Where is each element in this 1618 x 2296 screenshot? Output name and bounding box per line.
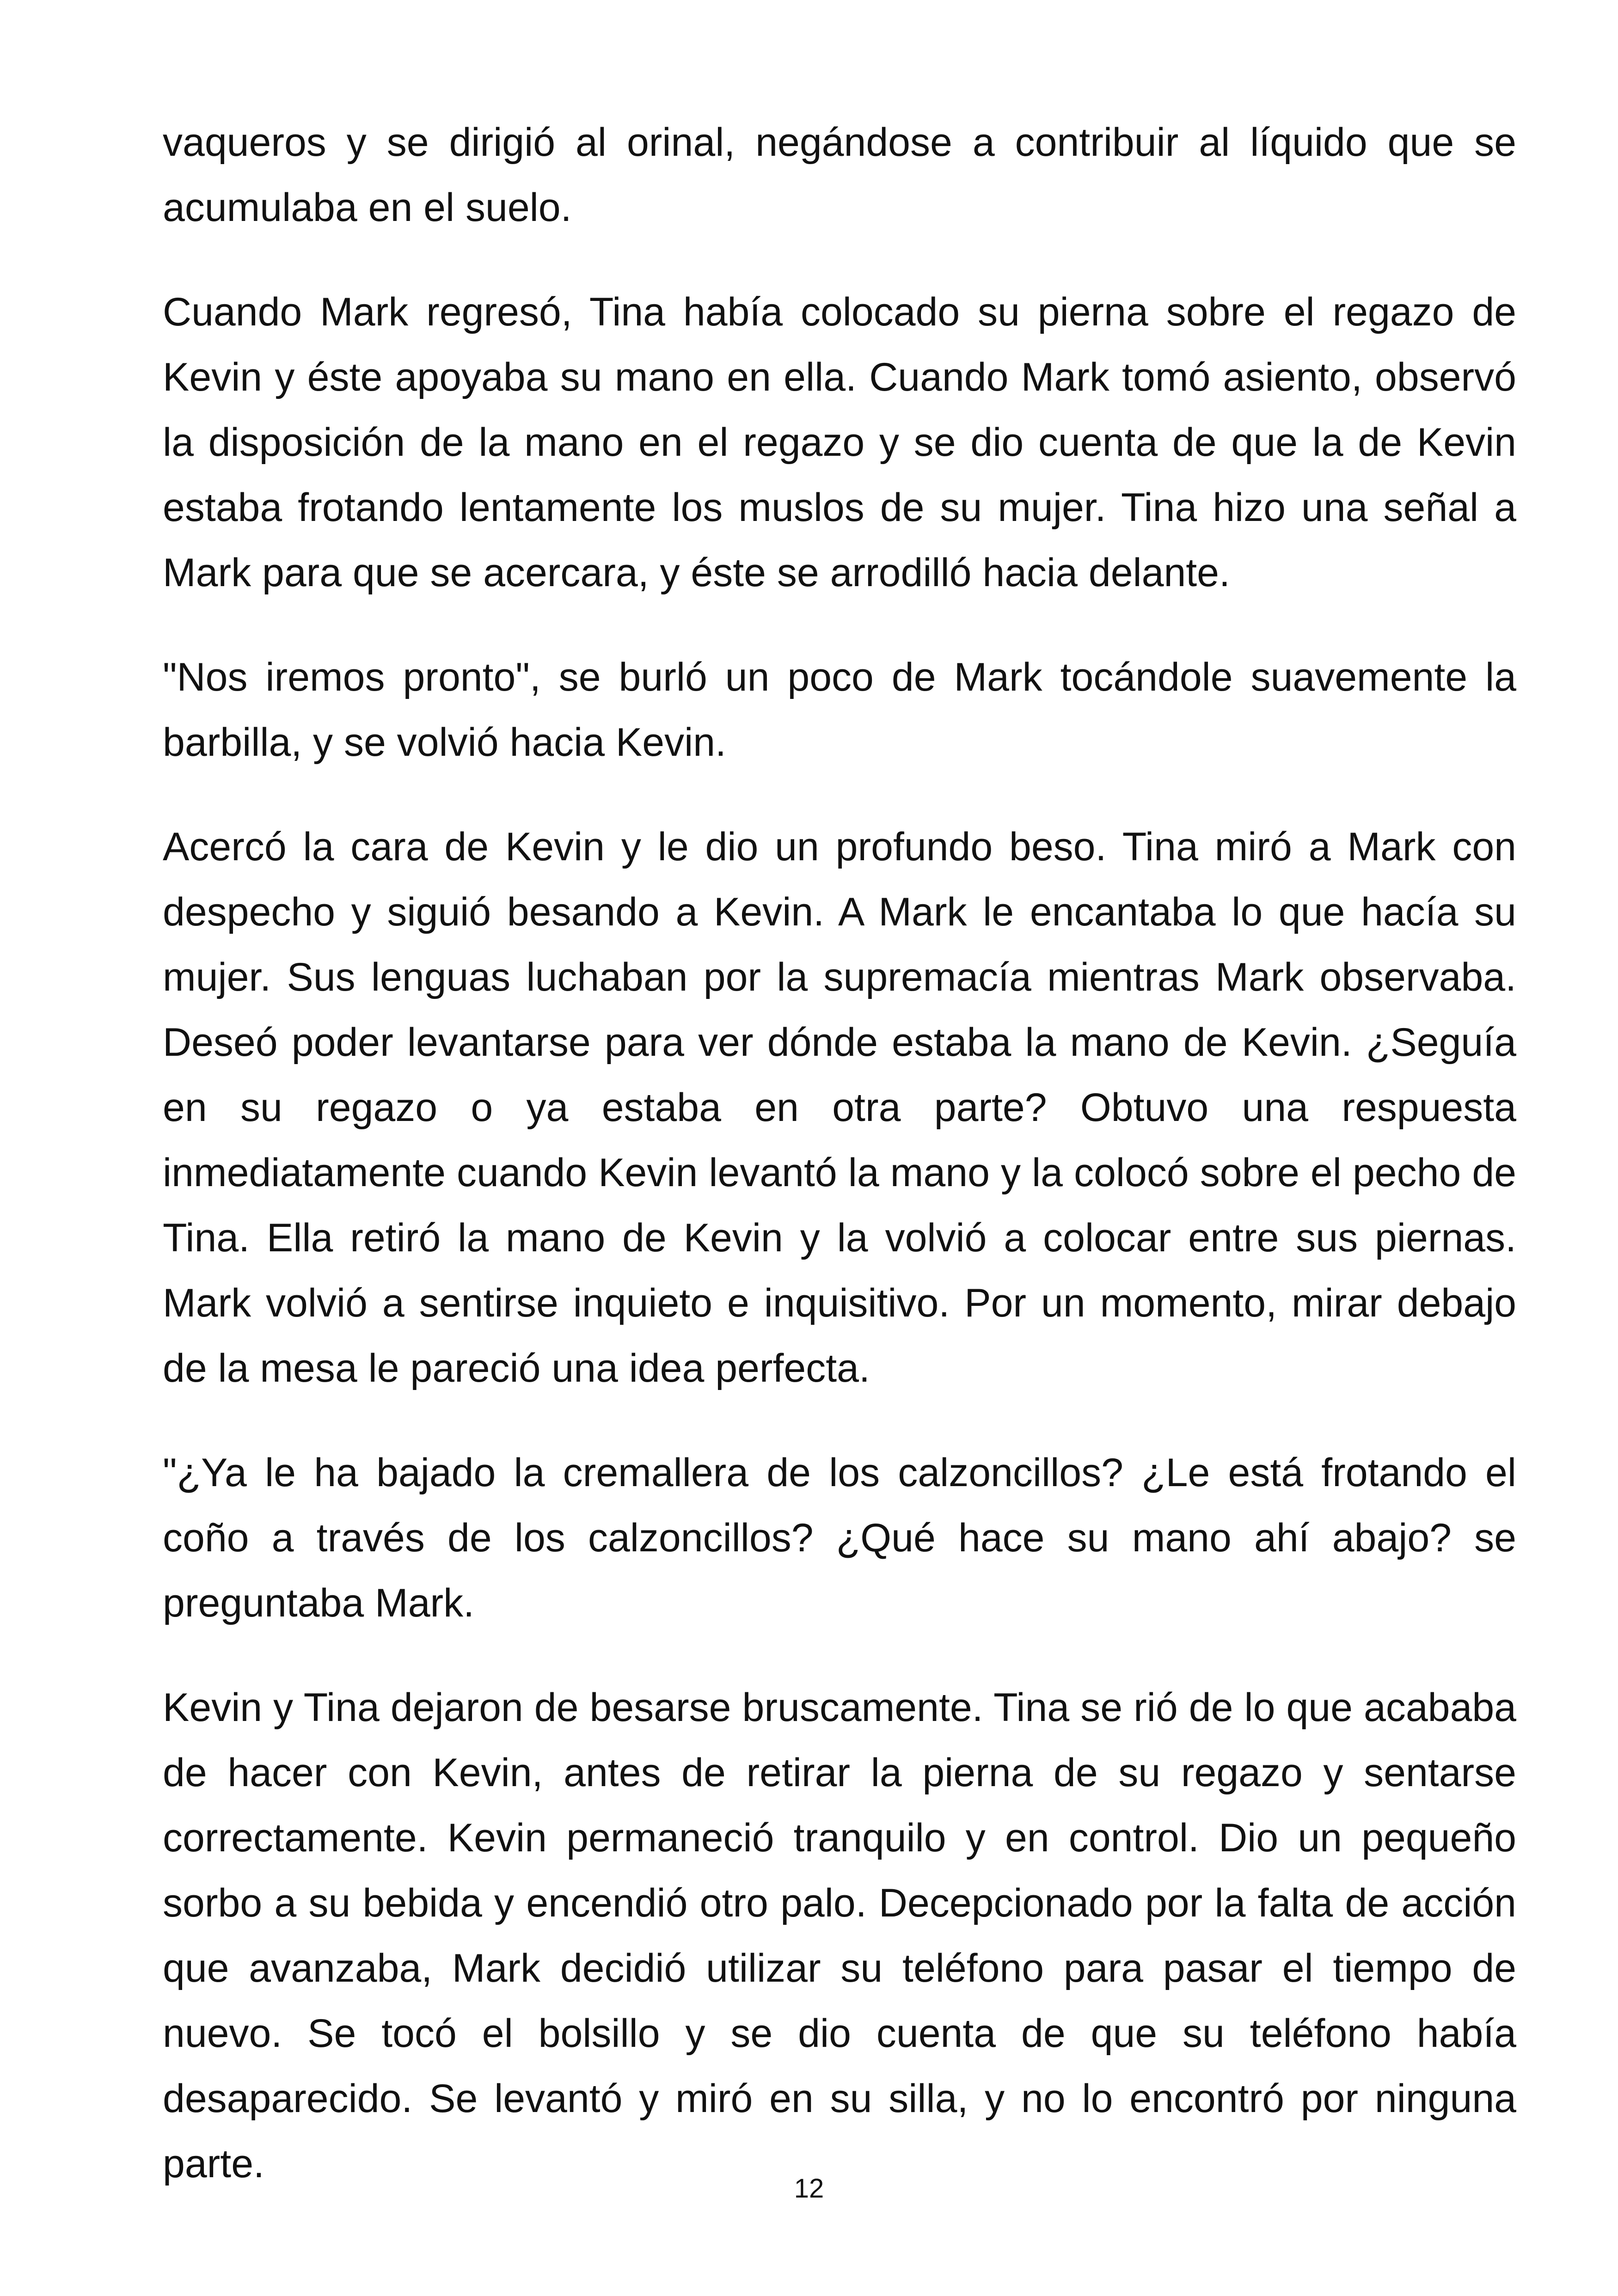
- paragraph: vaqueros y se dirigió al orinal, negándose a contribuir al líquido que se acumulaba en el suelo.: [163, 120, 1516, 230]
- body-text: [163, 110, 1516, 2197]
- paragraph: Kevin y Tina dejaron de besarse bruscamente. Tina se rió de lo que acababa de hacer con Kevin, antes de retirar la pierna de su regazo y sentarse correctamente. Kevin permaneció tranquilo y en control. Dio un pequeño sorbo a su bebida y encendió otro palo. Decepcionado por la falta de acción que avanzaba, Mark decidió utilizar su teléfono para pasar el tiempo de nuevo. Se tocó el bolsillo y se dio cuenta de que su teléfono había desaparecido. Se levantó y miró en su silla, y no lo encontró por ninguna parte.: [163, 1685, 1516, 2186]
- paragraph: "Nos iremos pronto", se burló un poco de Mark tocándole suavemente la barbilla, y se volvió hacia Kevin.: [163, 655, 1516, 765]
- page-number: 12: [794, 2174, 824, 2204]
- paragraph: Cuando Mark regresó, Tina había colocado su pierna sobre el regazo de Kevin y éste apoyaba su mano en ella. Cuando Mark tomó asiento, observó la disposición de la mano en el regazo y se dio cuenta de que la de Kevin estaba frotando lentamente los muslos de su mujer. Tina hizo una señal a Mark para que se acercara, y éste se arrodilló hacia delante.: [163, 290, 1516, 595]
- paragraph: "¿Ya le ha bajado la cremallera de los calzoncillos? ¿Le está frotando el coño a través de los calzoncillos? ¿Qué hace su mano ahí abajo? se preguntaba Mark.: [163, 1451, 1516, 1625]
- paragraph: Acercó la cara de Kevin y le dio un profundo beso. Tina miró a Mark con despecho y siguió besando a Kevin. A Mark le encantaba lo que hacía su mujer. Sus lenguas luchaban por la supremacía mientras Mark observaba. Deseó poder levantarse para ver dónde estaba la mano de Kevin. ¿Seguía en su regazo o ya estaba en otra parte? Obtuvo una respuesta inmediatamente cuando Kevin levantó la mano y la colocó sobre el pecho de Tina. Ella retiró la mano de Kevin y la volvió a colocar entre sus piernas. Mark volvió a sentirse inquieto e inquisitivo. Por un momento, mirar debajo de la mesa le pareció una idea perfecta.: [163, 825, 1516, 1390]
